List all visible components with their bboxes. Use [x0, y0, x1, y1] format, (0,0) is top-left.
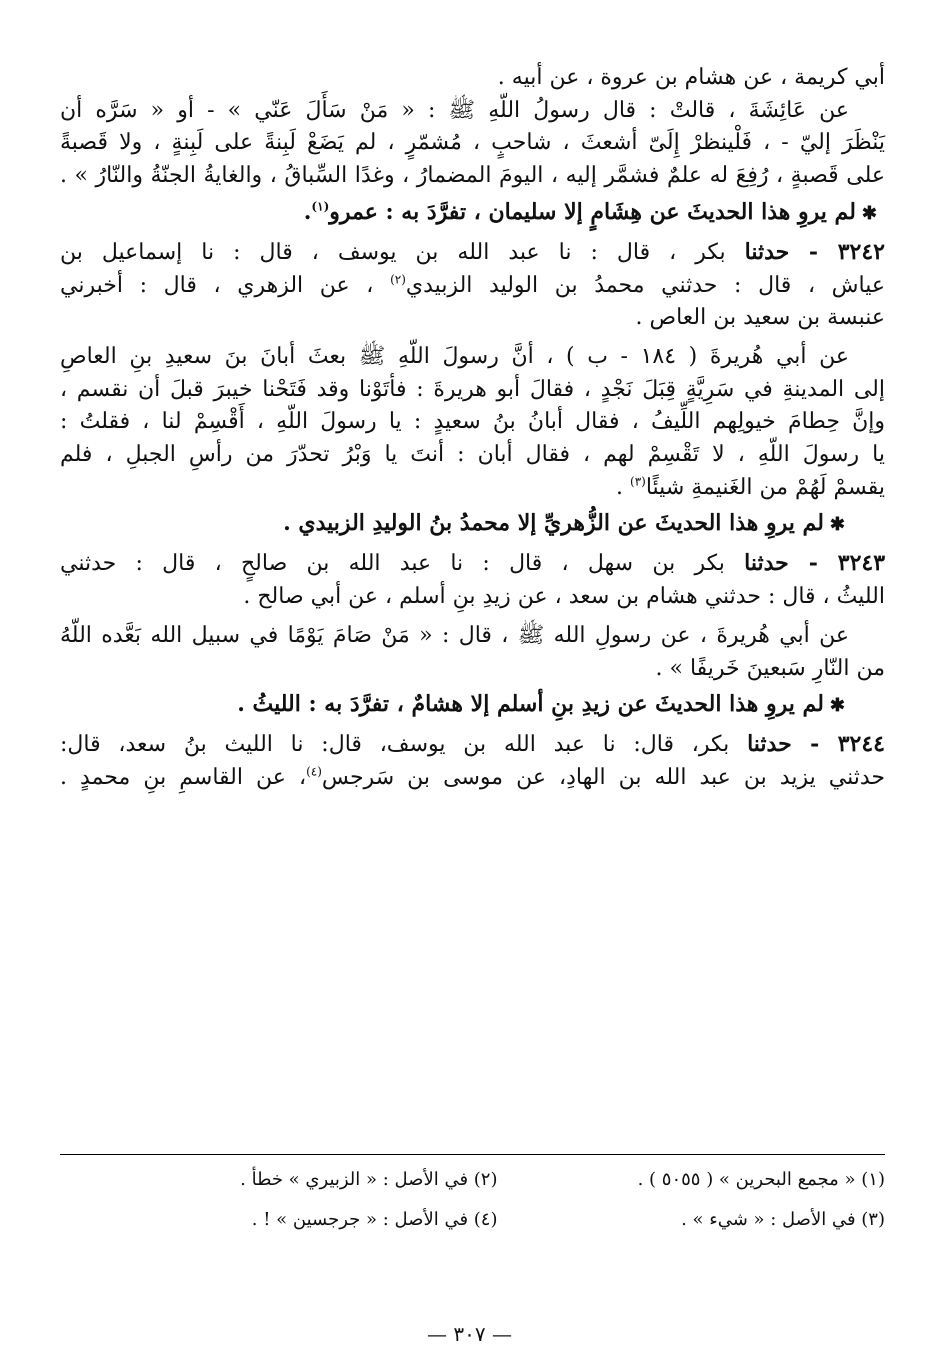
hadith-isnad: بكر، قال: نا عبد الله بن يوسف، قال: نا الليث بنُ سعد، قال: — [60, 732, 730, 758]
footnote-ref: (٢) — [390, 272, 406, 287]
text-line: أبي كريمة ، عن هشام بن عروة ، عن أبيه . — [497, 65, 885, 90]
footnote-ref: (٤) — [306, 764, 322, 779]
footnote: (١) « مجمع البحرين » ( ٥٠٥٥ ) . — [637, 1169, 885, 1190]
page-number: — ٣٠٧ — — [427, 1322, 512, 1346]
text-line: يا رسولَ اللّهِ ، لا تَقْسِمْ لهم ، فقال أبان : أنتَ يا وَبْرُ تحدّرَ من رأسِ الجبلِ ، فلم — [60, 442, 885, 468]
note-text: لم يروِ هذا الحديثَ عن هِشَامٍ إلا سليمان ، تفرَّدَ به : عمرو — [329, 198, 856, 225]
text-span: يقسمْ لَهُمْ من الغَنيمةِ شيئًا — [645, 474, 885, 500]
note-text: لم يروِ هذا الحديثَ عن زيدِ بنِ أسلم إلا هشامٌ ، تفرَّدَ به : الليثُ . — [237, 691, 824, 718]
footnotes — [110, 1160, 885, 1240]
hadith-number: ٣٢٤٤ - حدثنا — [747, 731, 885, 758]
hadith-heading-line — [60, 236, 885, 270]
hadith-heading-line — [60, 728, 885, 762]
text-line — [60, 762, 885, 795]
hadith-number: ٣٢٤٣ - حدثنا — [744, 550, 886, 577]
text-span: ، عن القاسمِ بنِ محمدٍ . — [60, 764, 307, 790]
text-span: عياش ، قال : حدثني محمدُ بن الوليد الزبيدي — [405, 272, 886, 298]
note-text: لم يروِ هذا الحديثَ عن الزُّهريِّ إلا محمدُ بنُ الوليدِ الزبيدي . — [283, 510, 824, 537]
asterisk-icon: ✱ — [829, 695, 845, 717]
text-line: من النّارِ سَبعينَ خَريفًا » . — [655, 655, 885, 681]
editor-note: ✱لم يروِ هذا الحديثَ عن هِشَامٍ إلا سليمان ، تفرَّدَ به : عمرو$^{(١)}$. — [303, 198, 877, 225]
asterisk-icon: ✱ — [829, 514, 845, 536]
page-body — [60, 62, 885, 795]
footnote-row — [110, 1200, 885, 1240]
text-line: الليثُ ، قال : حدثني هشام بن سعد ، عن زيدِ بنِ أسلم ، عن أبي صالح . — [243, 584, 885, 610]
text-line: على قَصبةٍ ، رُفِعَ له علمٌ فشمَّر إليه ، اليومَ المضمارُ ، وغدًا السِّباقُ ، والغايةُ الجنّةُ والنّارُ » . — [60, 163, 885, 189]
text-line: يَنْظَرَ إليّ - ، فَلْينظرْ إِلَىّ أشعثَ ، شاحبٍ ، مُشمّرٍ ، لم يَضَعْ لَبِنةً على لَبِنةٍ ، ولا قَصبةً — [60, 130, 885, 156]
text-line: عن أبي هُريرةَ ، عن رسولِ الله ﷺ ، قال : « مَنْ صَامَ يَوْمًا في سبيل الله بَعَّده اللّهُ — [60, 622, 849, 648]
footnote-divider — [60, 1154, 885, 1155]
text-span: حدثني يزيد بن عبد الله بن الهادِ، عن موسى بن سَرجس — [321, 764, 885, 790]
hadith-isnad: بكر بن سهل ، قال : نا عبد الله بن صالحٍ ، قال : حدثني — [60, 551, 725, 577]
text-line: يقسمْ لَهُمْ من الغَنيمةِ شيئًا$^{(٣)}$ . — [616, 474, 885, 500]
footnote: (٢) في الأصل : « الزبيري » خطأ . — [240, 1169, 498, 1190]
footnote: (٤) في الأصل : « جرجسين » ! . — [251, 1209, 498, 1230]
text-span: ، عن الزهري ، قال : أخبرني — [60, 272, 374, 298]
text-line: عنبسة بن سعيد بن العاص . — [635, 305, 885, 331]
text-line: عن عَائِشَةَ ، قالتْ : قال رسولُ اللّهِ ﷺ : « مَنْ سَأَلَ عَنّي » - أو « سَرَّه أن — [60, 97, 849, 123]
footnote-ref: (٣) — [630, 474, 646, 489]
hadith-number: ٣٢٤٢ - حدثنا — [744, 238, 885, 265]
text-line: وإنَّ حِطامَ خيولِهم اللِّيفُ ، فقال أبانُ بنُ سعيدٍ : يا رسولَ اللّهِ ، أَقْسِمْ لنا ، فقلتُ : — [60, 409, 885, 435]
text-line: عن أبي هُريرةَ ( ١٨٤ - ب ) ، أنَّ رسولَ اللّهِ ﷺ بعثَ أبانَ بنَ سعيدِ بنِ العاصِ — [60, 343, 850, 369]
footnote-ref: (١) — [311, 199, 330, 214]
asterisk-icon: ✱ — [861, 202, 877, 224]
text-line — [60, 270, 885, 303]
hadith-isnad: بكر ، قال : نا عبد الله بن يوسف ، قال : نا إسماعيل بن — [60, 239, 726, 265]
text-line: إلى المدينةِ في سَرِيَّةٍ قِبَلَ نَجْدٍ ، فقالَ أبو هريرةَ : فأتَوْنا وقد فَتَحْنا خيبرَ قبلَ أن نقسم ، — [60, 376, 885, 402]
hadith-heading-line — [60, 547, 885, 581]
footnote-row — [110, 1160, 885, 1200]
footnote: (٣) في الأصل : « شيء » . — [681, 1209, 885, 1230]
editor-note — [60, 507, 885, 541]
editor-note — [60, 688, 885, 722]
